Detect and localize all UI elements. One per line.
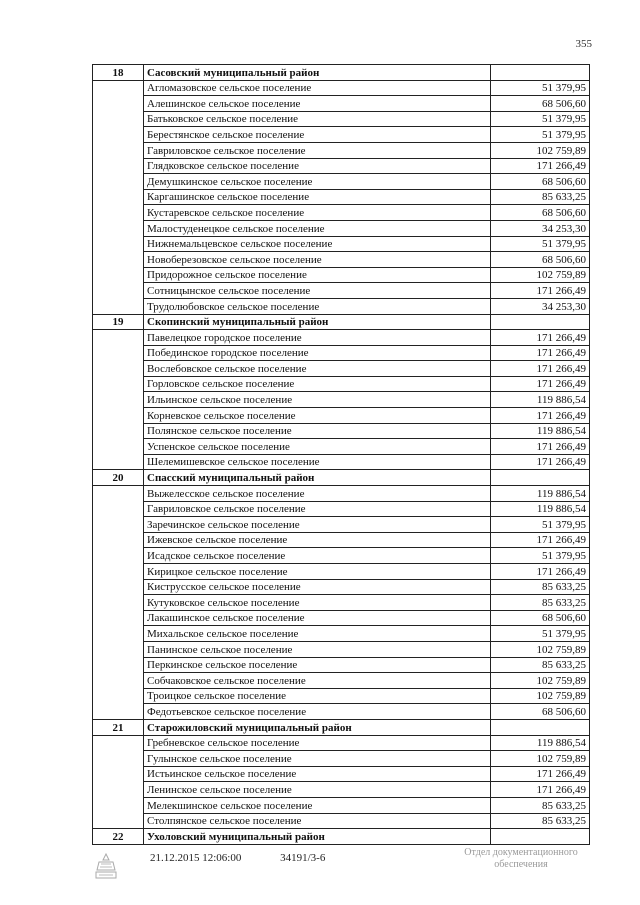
settlement-amount: 119 886,54 — [491, 392, 590, 408]
settlement-amount: 85 633,25 — [491, 595, 590, 611]
row-number-cell — [93, 236, 144, 252]
district-number: 20 — [93, 470, 144, 486]
settlement-row — [93, 454, 590, 470]
row-number-cell — [93, 80, 144, 96]
district-name: Сасовский муниципальный район — [144, 65, 491, 81]
settlement-name: Перкинское сельское поселение — [144, 657, 491, 673]
row-number-cell — [93, 298, 144, 314]
settlement-amount: 85 633,25 — [491, 189, 590, 205]
settlement-row — [93, 236, 590, 252]
settlement-amount: 68 506,60 — [491, 174, 590, 190]
row-number-cell — [93, 392, 144, 408]
settlement-name: Побединское городское поселение — [144, 345, 491, 361]
row-number-cell — [93, 548, 144, 564]
stamp-line-1: Отдел документационного — [464, 847, 578, 858]
row-number-cell — [93, 127, 144, 143]
row-number-cell — [93, 267, 144, 283]
settlement-name: Гребневское сельское поселение — [144, 735, 491, 751]
settlement-amount: 85 633,25 — [491, 657, 590, 673]
settlement-amount: 171 266,49 — [491, 439, 590, 455]
settlement-row — [93, 751, 590, 767]
row-number-cell — [93, 376, 144, 392]
settlement-name: Успенское сельское поселение — [144, 439, 491, 455]
settlement-amount: 171 266,49 — [491, 345, 590, 361]
settlement-row — [93, 267, 590, 283]
settlement-name: Гулынское сельское поселение — [144, 751, 491, 767]
settlement-amount: 68 506,60 — [491, 610, 590, 626]
district-number: 22 — [93, 829, 144, 845]
settlement-row — [93, 486, 590, 502]
settlement-amount: 119 886,54 — [491, 735, 590, 751]
row-number-cell — [93, 517, 144, 533]
settlement-amount: 34 253,30 — [491, 298, 590, 314]
row-number-cell — [93, 704, 144, 720]
row-number-cell — [93, 766, 144, 782]
settlement-row — [93, 517, 590, 533]
settlement-amount: 51 379,95 — [491, 517, 590, 533]
settlement-row — [93, 782, 590, 798]
settlement-amount: 171 266,49 — [491, 158, 590, 174]
settlement-amount: 102 759,89 — [491, 688, 590, 704]
settlement-row — [93, 220, 590, 236]
settlement-name: Вослебовское сельское поселение — [144, 361, 491, 377]
settlement-row — [93, 610, 590, 626]
emblem-logo — [93, 852, 119, 880]
row-number-cell — [93, 189, 144, 205]
row-number-cell — [93, 174, 144, 190]
settlement-name: Заречинское сельское поселение — [144, 517, 491, 533]
row-number-cell — [93, 595, 144, 611]
settlement-row — [93, 80, 590, 96]
row-number-cell — [93, 641, 144, 657]
district-row — [93, 829, 590, 845]
allocation-table — [92, 64, 590, 845]
row-number-cell — [93, 610, 144, 626]
settlement-row — [93, 439, 590, 455]
settlement-name: Демушкинское сельское поселение — [144, 174, 491, 190]
settlement-amount: 85 633,25 — [491, 797, 590, 813]
settlement-row — [93, 127, 590, 143]
settlement-row — [93, 174, 590, 190]
settlement-name: Павелецкое городское поселение — [144, 330, 491, 346]
settlement-row — [93, 704, 590, 720]
settlement-name: Лакашинское сельское поселение — [144, 610, 491, 626]
district-name: Скопинский муниципальный район — [144, 314, 491, 330]
settlement-row — [93, 641, 590, 657]
settlement-name: Придорожное сельское поселение — [144, 267, 491, 283]
settlement-row — [93, 283, 590, 299]
settlement-name: Гавриловское сельское поселение — [144, 501, 491, 517]
row-number-cell — [93, 688, 144, 704]
settlement-name: Панинское сельское поселение — [144, 641, 491, 657]
row-number-cell — [93, 813, 144, 829]
settlement-amount: 171 266,49 — [491, 283, 590, 299]
settlement-row — [93, 548, 590, 564]
settlement-name: Берестянское сельское поселение — [144, 127, 491, 143]
row-number-cell — [93, 782, 144, 798]
row-number-cell — [93, 626, 144, 642]
row-number-cell — [93, 205, 144, 221]
row-number-cell — [93, 439, 144, 455]
settlement-name: Алешинское сельское поселение — [144, 96, 491, 112]
settlement-name: Мелекшинское сельское поселение — [144, 797, 491, 813]
settlement-row — [93, 408, 590, 424]
settlement-row — [93, 96, 590, 112]
footer — [150, 852, 361, 864]
row-number-cell — [93, 142, 144, 158]
settlement-row — [93, 766, 590, 782]
settlement-amount: 102 759,89 — [491, 751, 590, 767]
settlement-row — [93, 423, 590, 439]
settlement-amount: 171 266,49 — [491, 376, 590, 392]
settlement-name: Киструсское сельское поселение — [144, 579, 491, 595]
settlement-amount: 119 886,54 — [491, 501, 590, 517]
settlement-row — [93, 626, 590, 642]
row-number-cell — [93, 735, 144, 751]
department-stamp — [446, 847, 596, 871]
district-amount — [491, 314, 590, 330]
settlement-row — [93, 345, 590, 361]
settlement-amount: 171 266,49 — [491, 408, 590, 424]
settlement-row — [93, 376, 590, 392]
settlement-name: Федотьевское сельское поселение — [144, 704, 491, 720]
settlement-name: Корневское сельское поселение — [144, 408, 491, 424]
settlement-amount: 171 266,49 — [491, 361, 590, 377]
settlement-name: Собчаковское сельское поселение — [144, 673, 491, 689]
settlement-amount: 119 886,54 — [491, 423, 590, 439]
settlement-name: Столпянское сельское поселение — [144, 813, 491, 829]
district-row — [93, 65, 590, 81]
settlement-row — [93, 330, 590, 346]
district-number: 21 — [93, 719, 144, 735]
row-number-cell — [93, 751, 144, 767]
stamp-line-2: обеспечения — [494, 859, 548, 870]
settlement-name: Троицкое сельское поселение — [144, 688, 491, 704]
row-number-cell — [93, 220, 144, 236]
settlement-amount: 102 759,89 — [491, 641, 590, 657]
settlement-row — [93, 142, 590, 158]
settlement-row — [93, 595, 590, 611]
settlement-row — [93, 252, 590, 268]
row-number-cell — [93, 111, 144, 127]
settlement-name: Шелемишевское сельское поселение — [144, 454, 491, 470]
settlement-name: Горловское сельское поселение — [144, 376, 491, 392]
settlement-amount: 171 266,49 — [491, 564, 590, 580]
row-number-cell — [93, 330, 144, 346]
settlement-row — [93, 564, 590, 580]
district-name: Спасский муниципальный район — [144, 470, 491, 486]
settlement-row — [93, 813, 590, 829]
settlement-row — [93, 158, 590, 174]
settlement-name: Выжелесское сельское поселение — [144, 486, 491, 502]
settlement-row — [93, 657, 590, 673]
settlement-name: Кустаревское сельское поселение — [144, 205, 491, 221]
row-number-cell — [93, 657, 144, 673]
settlement-amount: 68 506,60 — [491, 96, 590, 112]
settlement-amount: 51 379,95 — [491, 80, 590, 96]
settlement-row — [93, 688, 590, 704]
page-number: 355 — [575, 38, 592, 50]
settlement-amount: 102 759,89 — [491, 142, 590, 158]
settlement-name: Каргашинское сельское поселение — [144, 189, 491, 205]
settlement-name: Малостуденецкое сельское поселение — [144, 220, 491, 236]
district-name: Ухоловский муниципальный район — [144, 829, 491, 845]
footer-datetime: 21.12.2015 12:06:00 — [150, 852, 242, 864]
row-number-cell — [93, 579, 144, 595]
settlement-name: Истьинское сельское поселение — [144, 766, 491, 782]
district-amount — [491, 470, 590, 486]
district-amount — [491, 719, 590, 735]
settlement-row — [93, 205, 590, 221]
settlement-name: Сотницынское сельское поселение — [144, 283, 491, 299]
settlement-name: Агломазовское сельское поселение — [144, 80, 491, 96]
settlement-amount: 51 379,95 — [491, 111, 590, 127]
row-number-cell — [93, 673, 144, 689]
settlement-row — [93, 501, 590, 517]
settlement-name: Исадское сельское поселение — [144, 548, 491, 564]
row-number-cell — [93, 454, 144, 470]
settlement-amount: 51 379,95 — [491, 127, 590, 143]
settlement-name: Михальское сельское поселение — [144, 626, 491, 642]
settlement-amount: 85 633,25 — [491, 579, 590, 595]
settlement-amount: 51 379,95 — [491, 548, 590, 564]
district-row — [93, 314, 590, 330]
settlement-name: Ижевское сельское поселение — [144, 532, 491, 548]
settlement-row — [93, 189, 590, 205]
row-number-cell — [93, 345, 144, 361]
settlement-row — [93, 532, 590, 548]
row-number-cell — [93, 532, 144, 548]
row-number-cell — [93, 797, 144, 813]
settlement-amount: 85 633,25 — [491, 813, 590, 829]
settlement-amount: 34 253,30 — [491, 220, 590, 236]
district-row — [93, 470, 590, 486]
row-number-cell — [93, 96, 144, 112]
settlement-amount: 171 266,49 — [491, 766, 590, 782]
settlement-row — [93, 579, 590, 595]
settlement-row — [93, 361, 590, 377]
settlement-name: Гавриловское сельское поселение — [144, 142, 491, 158]
settlement-name: Кутуковское сельское поселение — [144, 595, 491, 611]
district-number: 19 — [93, 314, 144, 330]
district-row — [93, 719, 590, 735]
district-amount — [491, 829, 590, 845]
settlement-amount: 171 266,49 — [491, 454, 590, 470]
district-amount — [491, 65, 590, 81]
row-number-cell — [93, 408, 144, 424]
settlement-name: Ленинское сельское поселение — [144, 782, 491, 798]
row-number-cell — [93, 564, 144, 580]
settlement-row — [93, 392, 590, 408]
settlement-name: Кирицкое сельское поселение — [144, 564, 491, 580]
settlement-name: Глядковское сельское поселение — [144, 158, 491, 174]
row-number-cell — [93, 361, 144, 377]
row-number-cell — [93, 501, 144, 517]
settlement-amount: 171 266,49 — [491, 330, 590, 346]
settlement-amount: 51 379,95 — [491, 236, 590, 252]
settlement-amount: 119 886,54 — [491, 486, 590, 502]
settlement-row — [93, 111, 590, 127]
settlement-amount: 102 759,89 — [491, 673, 590, 689]
settlement-amount: 102 759,89 — [491, 267, 590, 283]
settlement-name: Полянское сельское поселение — [144, 423, 491, 439]
settlement-name: Новоберезовское сельское поселение — [144, 252, 491, 268]
settlement-amount: 171 266,49 — [491, 782, 590, 798]
row-number-cell — [93, 283, 144, 299]
row-number-cell — [93, 486, 144, 502]
settlement-row — [93, 673, 590, 689]
row-number-cell — [93, 252, 144, 268]
settlement-row — [93, 298, 590, 314]
settlement-name: Батьковское сельское поселение — [144, 111, 491, 127]
settlement-row — [93, 797, 590, 813]
settlement-amount: 68 506,60 — [491, 205, 590, 221]
settlement-name: Нижнемальцевское сельское поселение — [144, 236, 491, 252]
row-number-cell — [93, 423, 144, 439]
settlement-amount: 51 379,95 — [491, 626, 590, 642]
settlement-amount: 171 266,49 — [491, 532, 590, 548]
footer-code: 34191/3-6 — [280, 852, 326, 864]
row-number-cell — [93, 158, 144, 174]
settlement-amount: 68 506,60 — [491, 252, 590, 268]
district-name: Старожиловский муниципальный район — [144, 719, 491, 735]
settlement-name: Ильинское сельское поселение — [144, 392, 491, 408]
settlement-row — [93, 735, 590, 751]
district-number: 18 — [93, 65, 144, 81]
settlement-name: Трудолюбовское сельское поселение — [144, 298, 491, 314]
settlement-amount: 68 506,60 — [491, 704, 590, 720]
